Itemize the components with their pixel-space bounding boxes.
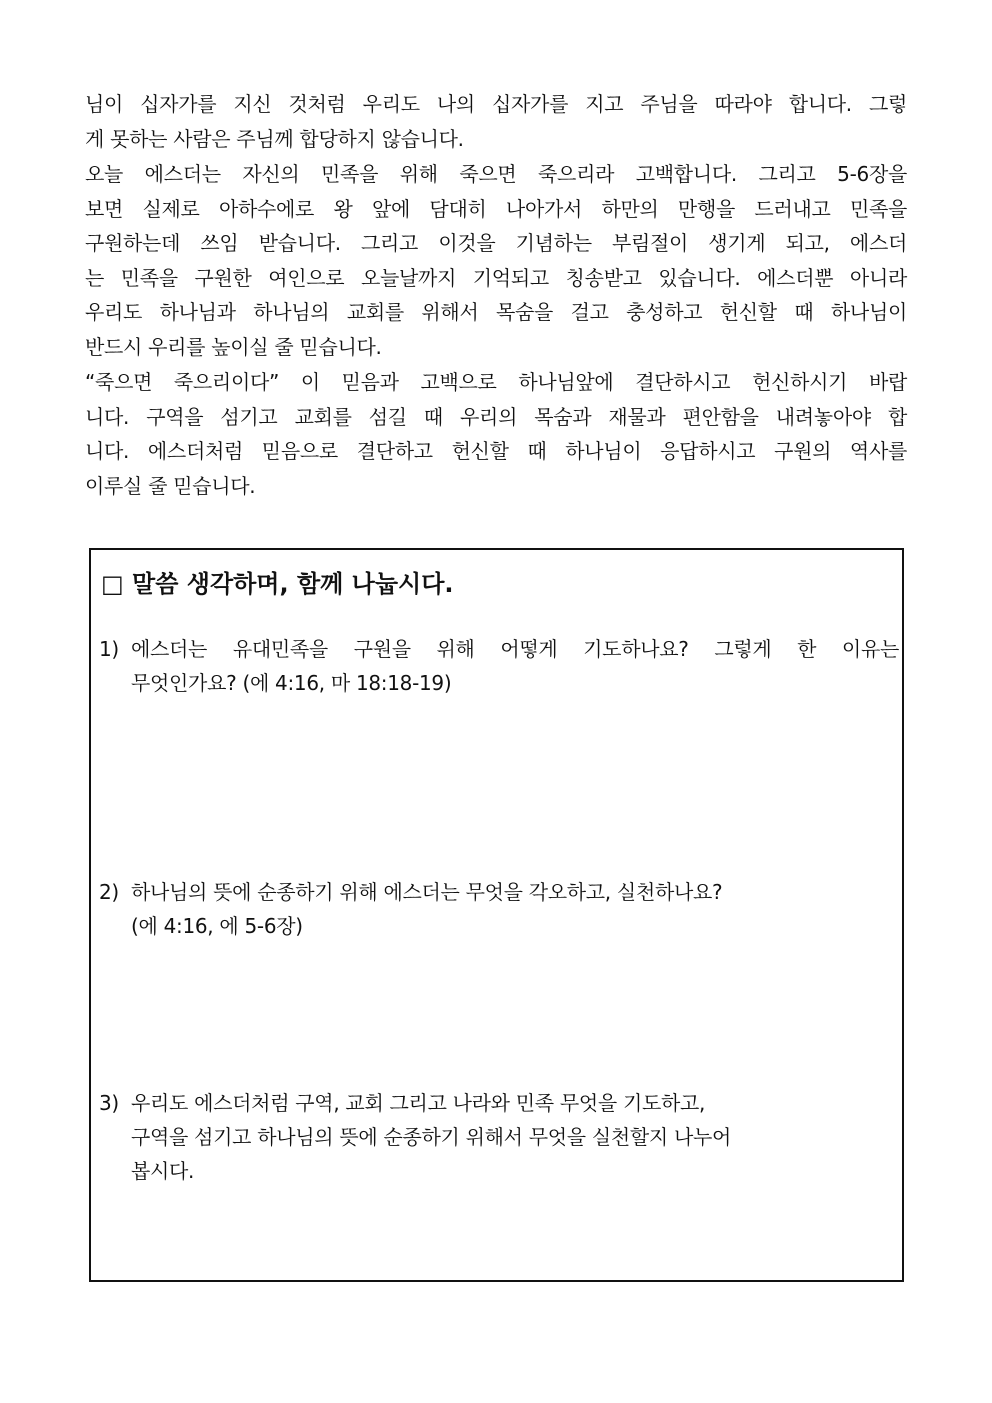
question-number: 3) [99, 1091, 119, 1115]
question-number: 1) [99, 637, 119, 661]
discussion-title: □ 말씀 생각하며, 함께 나눕시다. [101, 570, 454, 598]
question-3 [99, 1086, 899, 1188]
text-line: 보면 실제로 아하수에로 왕 앞에 담대히 나아가서 하만의 만행을 드러내고 민족을 [85, 196, 907, 221]
question-line: 무엇인가요? (에 4:16, 마 18:18-19) [131, 671, 452, 695]
text-line: 이루실 줄 믿습니다. [85, 473, 256, 498]
text-line: “죽으면 죽으리이다” 이 믿음과 고백으로 하나님앞에 결단하시고 헌신하시기 바랍 [85, 370, 907, 394]
paragraph-1 [85, 87, 907, 156]
question-line: (에 4:16, 에 5-6장) [131, 914, 303, 938]
discussion-box [89, 548, 904, 1282]
question-text [131, 1086, 899, 1188]
question-line: 에스더는 유대민족을 구원을 위해 어떻게 기도하나요? 그렇게 한 이유는 [131, 637, 899, 661]
question-line: 봅시다. [131, 1159, 195, 1183]
question-line: 하나님의 뜻에 순종하기 위해 에스더는 무엇을 각오하고, 실천하나요? [131, 880, 723, 904]
question-line: 구역을 섬기고 하나님의 뜻에 순종하기 위해서 무엇을 실천할지 나누어 [131, 1125, 732, 1149]
question-1 [99, 632, 899, 700]
text-line: 반드시 우리를 높이실 줄 믿습니다. [85, 334, 382, 359]
question-2 [99, 875, 899, 943]
paragraph-3 [85, 365, 907, 503]
question-line: 우리도 에스더처럼 구역, 교회 그리고 나라와 민족 무엇을 기도하고, [131, 1091, 706, 1115]
question-number: 2) [99, 880, 119, 904]
text-line: 니다. 에스더처럼 믿음으로 결단하고 헌신할 때 하나님이 응답하시고 구원의 역사를 [85, 439, 907, 464]
question-text [131, 632, 899, 700]
text-line: 우리도 하나님과 하나님의 교회를 위해서 목숨을 걸고 충성하고 헌신할 때 하나님이 [85, 300, 907, 325]
paragraph-2 [85, 157, 907, 365]
text-line: 는 민족을 구원한 여인으로 오늘날까지 기억되고 칭송받고 있습니다. 에스더뿐 아니라 [85, 265, 907, 290]
text-line: 오늘 에스더는 자신의 민족을 위해 죽으면 죽으리라 고백합니다. 그리고 5-6장을 [85, 162, 907, 186]
text-line: 니다. 구역을 섬기고 교회를 섬길 때 우리의 목숨과 재물과 편안함을 내려놓아야 합 [85, 404, 907, 429]
question-text [131, 875, 899, 943]
text-line: 님이 십자가를 지신 것처럼 우리도 나의 십자가를 지고 주님을 따라야 합니다. 그렇 [85, 92, 907, 116]
text-line: 게 못하는 사람은 주님께 합당하지 않습니다. [85, 126, 464, 151]
text-line: 구원하는데 쓰임 받습니다. 그리고 이것을 기념하는 부림절이 생기게 되고, 에스더 [85, 231, 907, 256]
